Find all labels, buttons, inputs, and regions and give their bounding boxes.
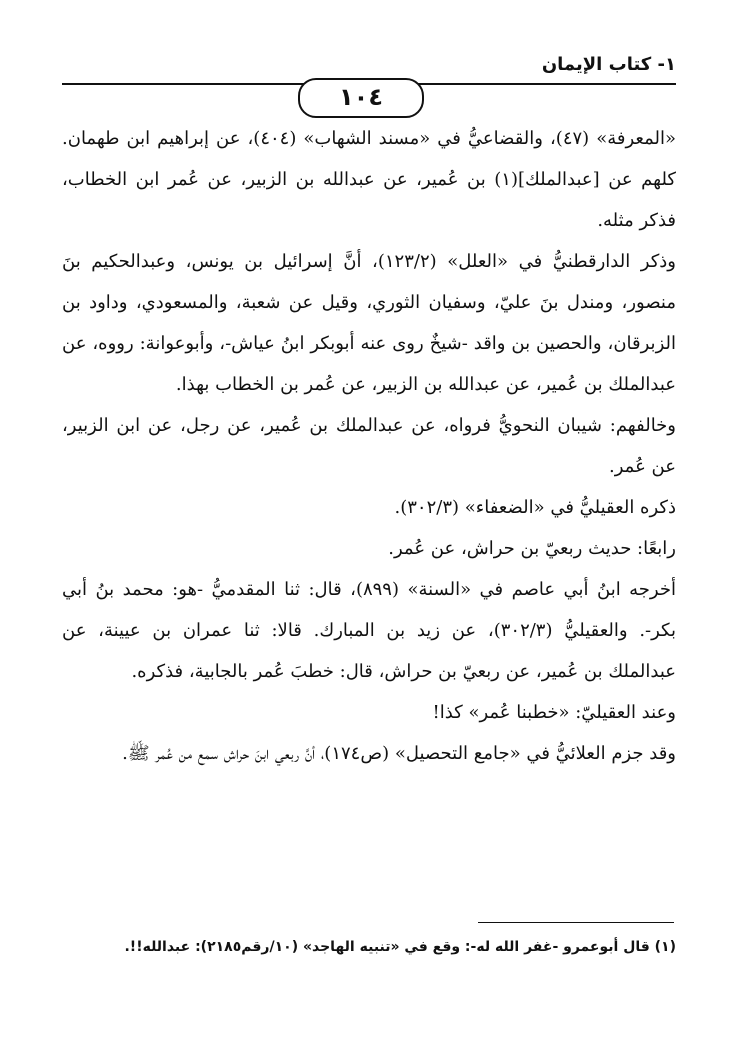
footnote-separator <box>478 922 674 923</box>
footnote: (١) قال أبوعمرو -غفر الله له-: وقع في «تنبيه الهاجد» (١٠/رقم٢١٨٥): عبدالله!!. <box>124 939 676 955</box>
paragraph: وعند العقيليّ: «خطبنا عُمر» كذا! <box>432 702 676 723</box>
paragraph: وقد جزم العلائيُّ في «جامع التحصيل» (ص١٧٤)، أنَّ ربعي ابنَ حراش سمع من عُمر ﷺ. <box>122 743 676 764</box>
page-header <box>62 52 676 111</box>
paragraph: ذكره العقيليُّ في «الضعفاء» (٣٠٢/٣). <box>394 497 676 518</box>
paragraph: أخرجه ابنُ أبي عاصم في «السنة» (٨٩٩)، قال: ثنا المقدميُّ -هو: محمد بنُ أبي بكر-. والعقيليُّ (٣٠٢/٣)، عن زيد بن المبارك. قالا: ثنا عمران بن عيينة، عن عبدالملك بن عُمير، عن ربعيّ بن حراش، قال: خطبَ عُمر بالجابية، فذكره. <box>62 579 677 682</box>
paragraph: «المعرفة» (٤٧)، والقضاعيُّ في «مسند الشهاب» (٤٠٤)، عن إبراهيم ابن طهمان. كلهم عن [عبدالملك](١) بن عُمير، عن عبدالله بن الزبير، عن عُمر ابن الخطاب، فذكر مثله. <box>62 128 676 231</box>
main-text <box>62 118 676 774</box>
paragraph: وذكر الدارقطنيُّ في «العلل» (١٢٣/٢)، أنَّ إسرائيل بن يونس، وعبدالحكيم بنَ منصور، ومندل بنَ عليّ، وسفيان الثوري، وقيل عن شعبة، والمسعودي، وداود بن الزبرقان، والحصين بن واقد -شيخٌ روى عنه أبوبكر ابنُ عياش-، وأبوعوانة: رووه، عن عبدالملك بن عُمير، عن عبدالله بن الزبير، عن عُمر بن الخطاب بهذا. <box>62 251 676 395</box>
paragraph: رابعًا: حديث ربعيّ بن حراش، عن عُمر. <box>388 538 676 559</box>
page-number: ١٠٤ <box>298 78 424 118</box>
paragraph: وخالفهم: شيبان النحويُّ فرواه، عن عبدالملك بن عُمير، عن رجل، عن ابن الزبير، عن عُمر. <box>62 415 676 477</box>
chapter-title: ١- كتاب الإيمان <box>541 54 676 75</box>
